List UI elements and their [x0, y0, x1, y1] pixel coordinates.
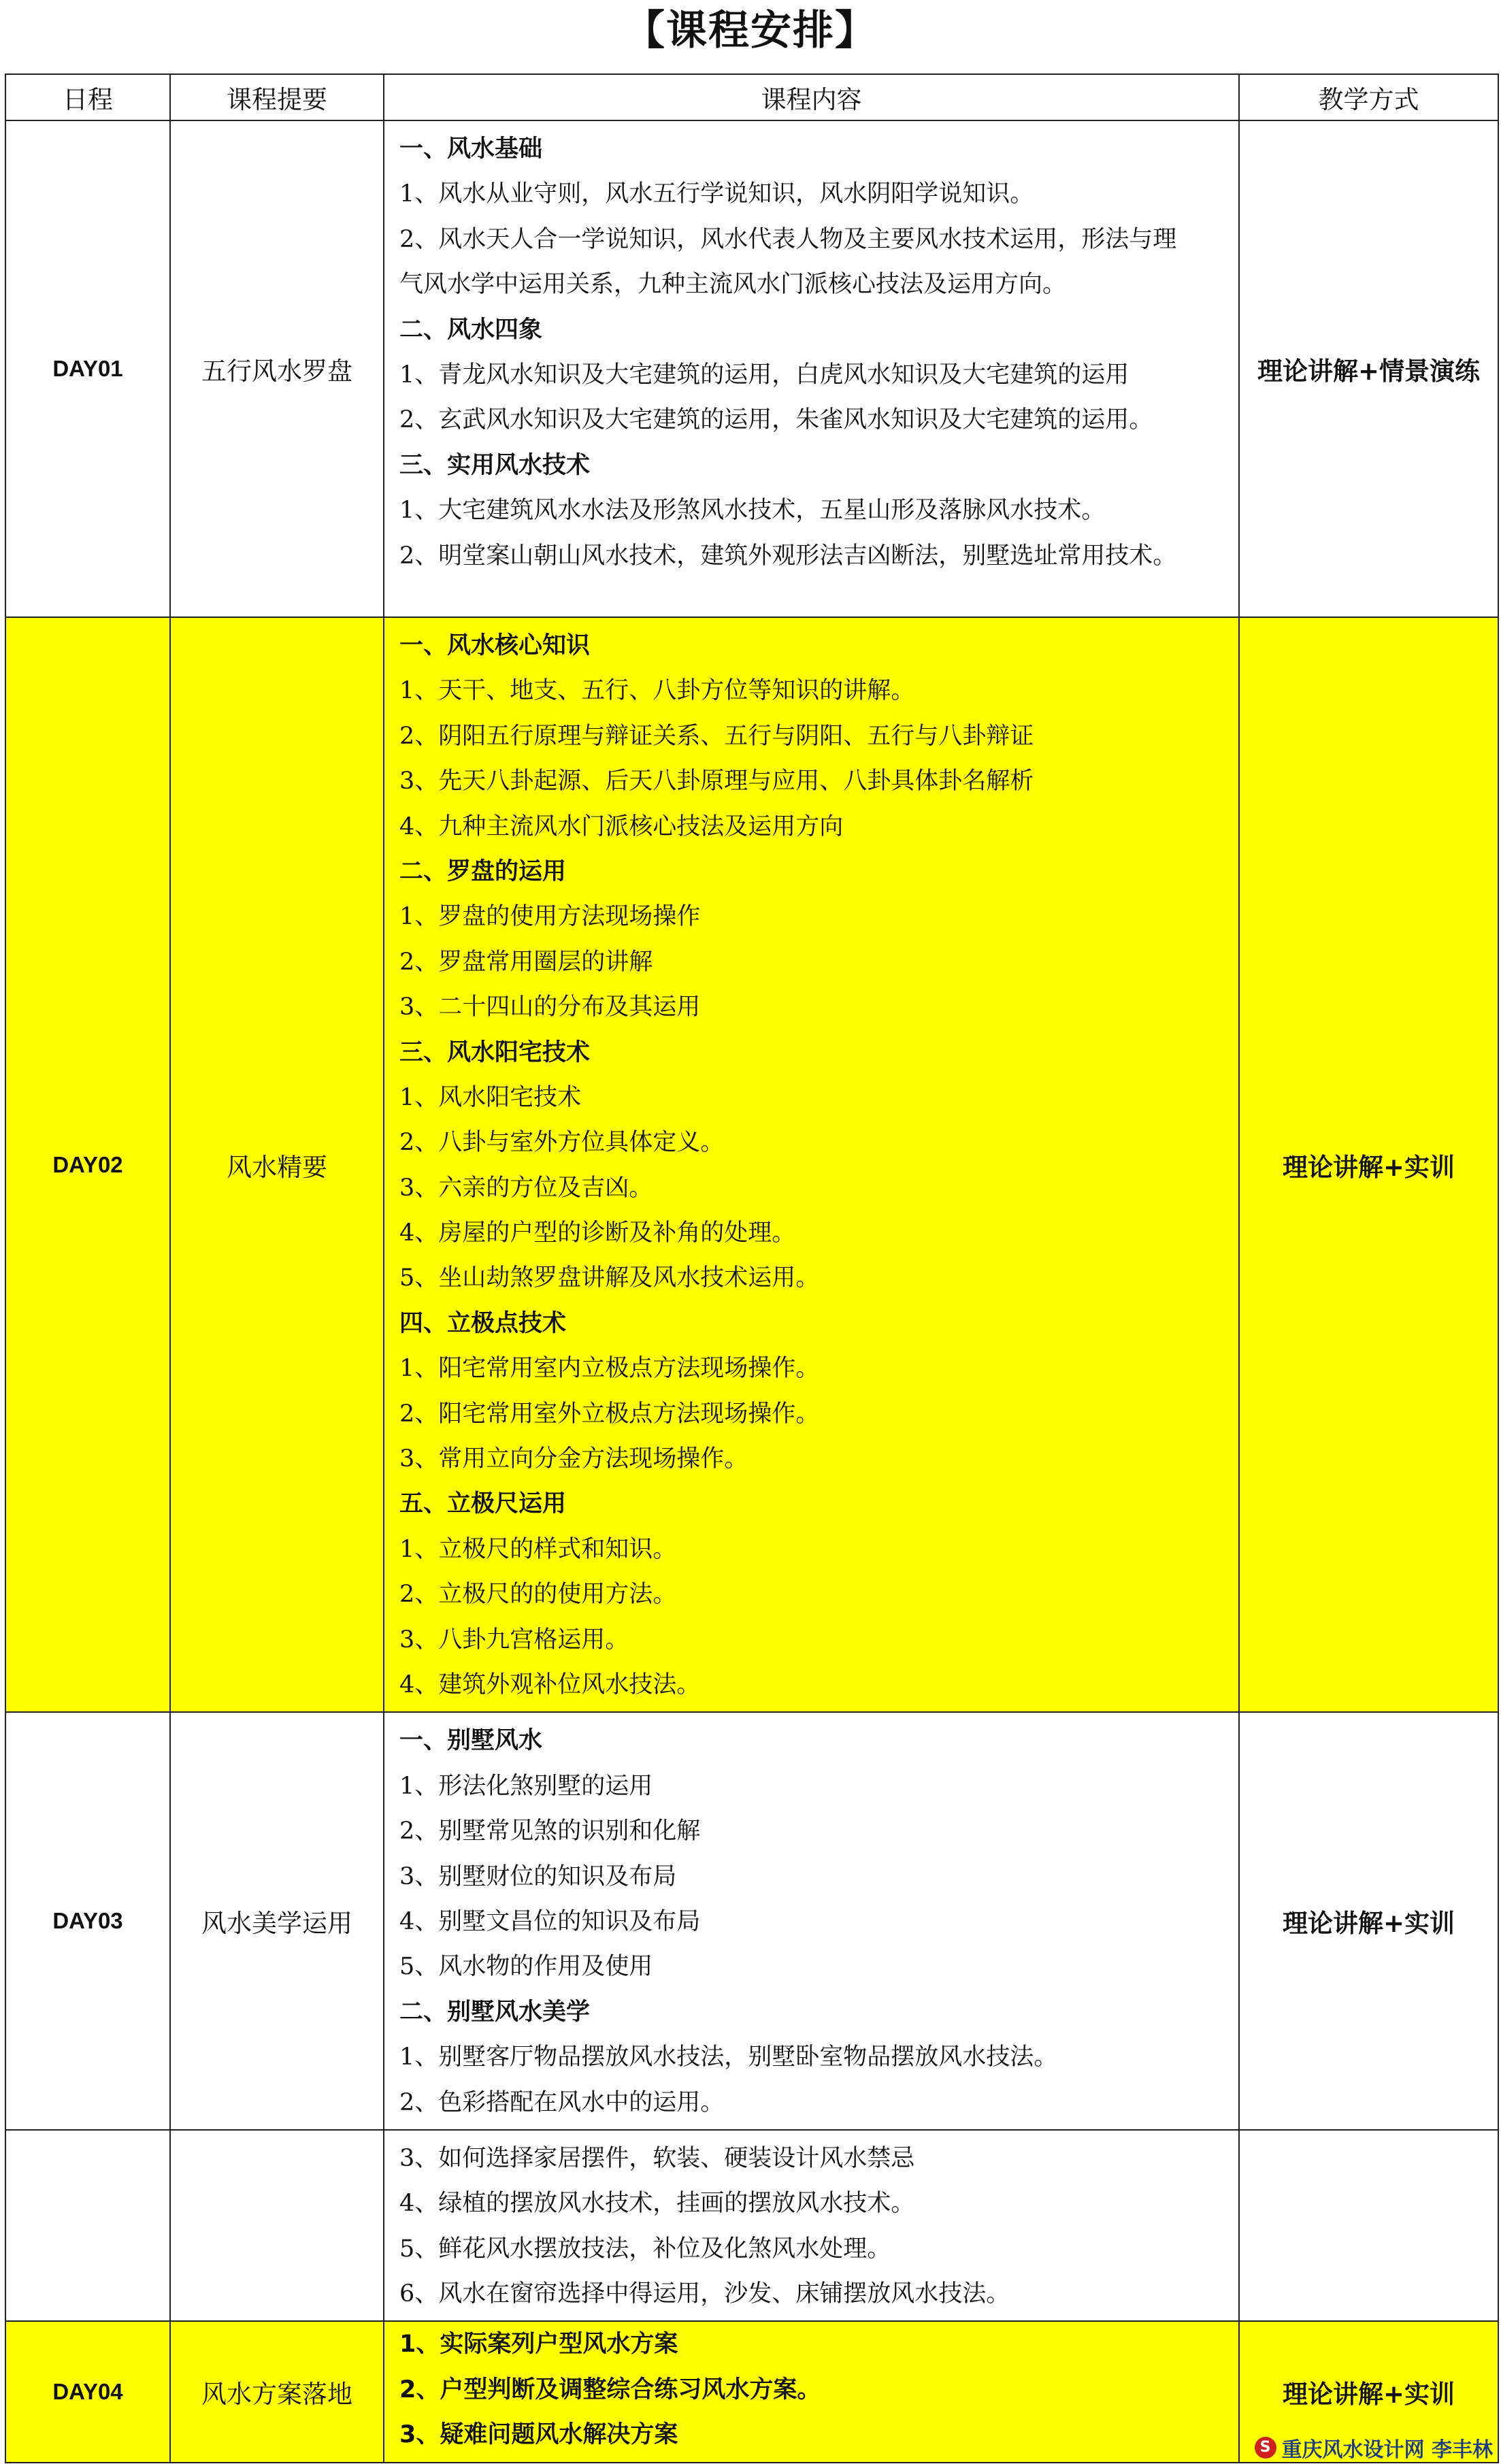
- section-heading: 一、风水基础: [399, 135, 543, 163]
- content-line: 1、风水从业守则，风水五行学说知识，风水阴阳学说知识。: [399, 180, 1034, 208]
- method-cell: 理论讲解+情景演练: [1239, 120, 1498, 617]
- content-line: 2、阴阳五行原理与辩证关系、五行与阴阳、五行与八卦辩证: [399, 722, 1034, 750]
- day-cell: [5, 2130, 170, 2322]
- content-line: 4、九种主流风水门派核心技法及运用方向: [399, 812, 844, 840]
- table-row: [5, 120, 1498, 617]
- header-content: 课程内容: [384, 74, 1239, 120]
- topic-cell: 风水精要: [170, 617, 384, 1712]
- section-heading: 三、实用风水技术: [399, 451, 591, 479]
- content-line: 1、大宅建筑风水水法及形煞风水技术，五星山形及落脉风水技术。: [399, 497, 1106, 525]
- header-method: 教学方式: [1239, 74, 1498, 120]
- content-line: 2、立极尺的的使用方法。: [399, 1581, 677, 1609]
- table-row: [5, 617, 1498, 1712]
- section-heading: 四、立极点技术: [399, 1309, 567, 1337]
- header-day: 日程: [5, 74, 170, 120]
- method-cell: 理论讲解+实训: [1239, 617, 1498, 1712]
- method-cell: 理论讲解+实训: [1239, 2321, 1498, 2462]
- page-title: 【课程安排】: [624, 7, 877, 54]
- content-line: 3、疑难问题风水解决方案: [399, 2421, 678, 2449]
- method-cell: [1239, 2130, 1498, 2322]
- topic-cell: 风水方案落地: [170, 2321, 384, 2462]
- content-line: 1、阳宅常用室内立极点方法现场操作。: [399, 1355, 820, 1383]
- content-line: 1、天干、地支、五行、八卦方位等知识的讲解。: [399, 677, 915, 705]
- content-cell: [384, 2321, 1239, 2462]
- table-row: [5, 2130, 1498, 2322]
- content-line: 2、别墅常见煞的识别和化解: [399, 1818, 701, 1845]
- content-line: 4、房屋的户型的诊断及补角的处理。: [399, 1219, 796, 1247]
- content-line: 3、如何选择家居摆件，软装、硬装设计风水禁忌: [399, 2144, 915, 2172]
- course-schedule-table: [5, 73, 1499, 2463]
- day-cell: DAY01: [5, 120, 170, 617]
- content-cell: [384, 617, 1239, 1712]
- content-line: 1、风水阳宅技术: [399, 1083, 582, 1111]
- day-cell: DAY04: [5, 2321, 170, 2462]
- section-heading: 三、风水阳宅技术: [399, 1038, 591, 1066]
- content-line: 5、鲜花风水摆放技法，补位及化煞风水处理。: [399, 2235, 891, 2263]
- content-line: 1、青龙风水知识及大宅建筑的运用，白虎风水知识及大宅建筑的运用: [399, 361, 1129, 389]
- content-cell: [384, 120, 1239, 617]
- content-line: 2、八卦与室外方位具体定义。: [399, 1129, 725, 1157]
- content-line: 3、常用立向分金方法现场操作。: [399, 1445, 748, 1473]
- content-line: 2、阳宅常用室外立极点方法现场操作。: [399, 1400, 820, 1428]
- content-line: 3、六亲的方位及吉凶。: [399, 1174, 653, 1202]
- header-topic: 课程提要: [170, 74, 384, 120]
- content-line: 气风水学中运用关系，九种主流风水门派核心技法及运用方向。: [399, 271, 1067, 299]
- method-cell: 理论讲解+实训: [1239, 1712, 1498, 2130]
- content-line: 5、坐山劫煞罗盘讲解及风水技术运用。: [399, 1264, 820, 1292]
- section-heading: 二、别墅风水美学: [399, 1998, 591, 2026]
- topic-cell: [170, 2130, 384, 2322]
- content-line: 3、别墅财位的知识及布局: [399, 1862, 677, 1890]
- content-line: 4、建筑外观补位风水技法。: [399, 1671, 701, 1698]
- day-cell: DAY03: [5, 1712, 170, 2130]
- content-line: 4、绿植的摆放风水技术，挂画的摆放风水技术。: [399, 2190, 915, 2218]
- section-heading: 一、风水核心知识: [399, 632, 591, 659]
- footer-brand: [1255, 2434, 1493, 2461]
- footer-text: 重庆风水设计网 李丰林: [1281, 2438, 1493, 2462]
- content-line: 3、二十四山的分布及其运用: [399, 993, 701, 1021]
- content-line: 1、罗盘的使用方法现场操作: [399, 903, 701, 931]
- section-heading: 一、别墅风水: [399, 1727, 543, 1755]
- section-heading: 五、立极尺运用: [399, 1490, 567, 1518]
- content-line: 2、色彩搭配在风水中的运用。: [399, 2088, 725, 2116]
- content-line: 1、实际案列户型风水方案: [399, 2331, 678, 2359]
- content-line: 3、先天八卦起源、后天八卦原理与应用、八卦具体卦名解析: [399, 768, 1034, 795]
- content-line: 1、别墅客厅物品摆放风水技法，别墅卧室物品摆放风水技法。: [399, 2043, 1058, 2071]
- content-line: 2、玄武风水知识及大宅建筑的运用，朱雀风水知识及大宅建筑的运用。: [399, 406, 1153, 434]
- brand-logo-icon: S: [1255, 2437, 1276, 2459]
- table-header-row: [5, 74, 1498, 120]
- content-line: 2、明堂案山朝山风水技术，建筑外观形法吉凶断法，别墅选址常用技术。: [399, 542, 1177, 570]
- content-line: 2、风水天人合一学说知识，风水代表人物及主要风水技术运用，形法与理: [399, 225, 1177, 253]
- section-heading: 二、罗盘的运用: [399, 857, 567, 885]
- content-line: 2、罗盘常用圈层的讲解: [399, 948, 653, 976]
- content-cell: [384, 1712, 1239, 2130]
- content-line: 4、别墅文昌位的知识及布局: [399, 1907, 701, 1935]
- table-row: [5, 1712, 1498, 2130]
- content-cell: [384, 2130, 1239, 2322]
- day-cell: DAY02: [5, 617, 170, 1712]
- content-line: 1、形法化煞别墅的运用: [399, 1772, 653, 1800]
- topic-cell: 风水美学运用: [170, 1712, 384, 2130]
- content-line: 2、户型判断及调整综合练习风水方案。: [399, 2376, 821, 2403]
- content-line: 5、风水物的作用及使用: [399, 1953, 653, 1981]
- section-heading: 二、风水四象: [399, 316, 543, 344]
- content-line: 6、风水在窗帘选择中得运用，沙发、床铺摆放风水技法。: [399, 2280, 1010, 2308]
- content-line: 1、立极尺的样式和知识。: [399, 1535, 677, 1563]
- content-line: 3、八卦九宫格运用。: [399, 1626, 629, 1654]
- topic-cell: 五行风水罗盘: [170, 120, 384, 617]
